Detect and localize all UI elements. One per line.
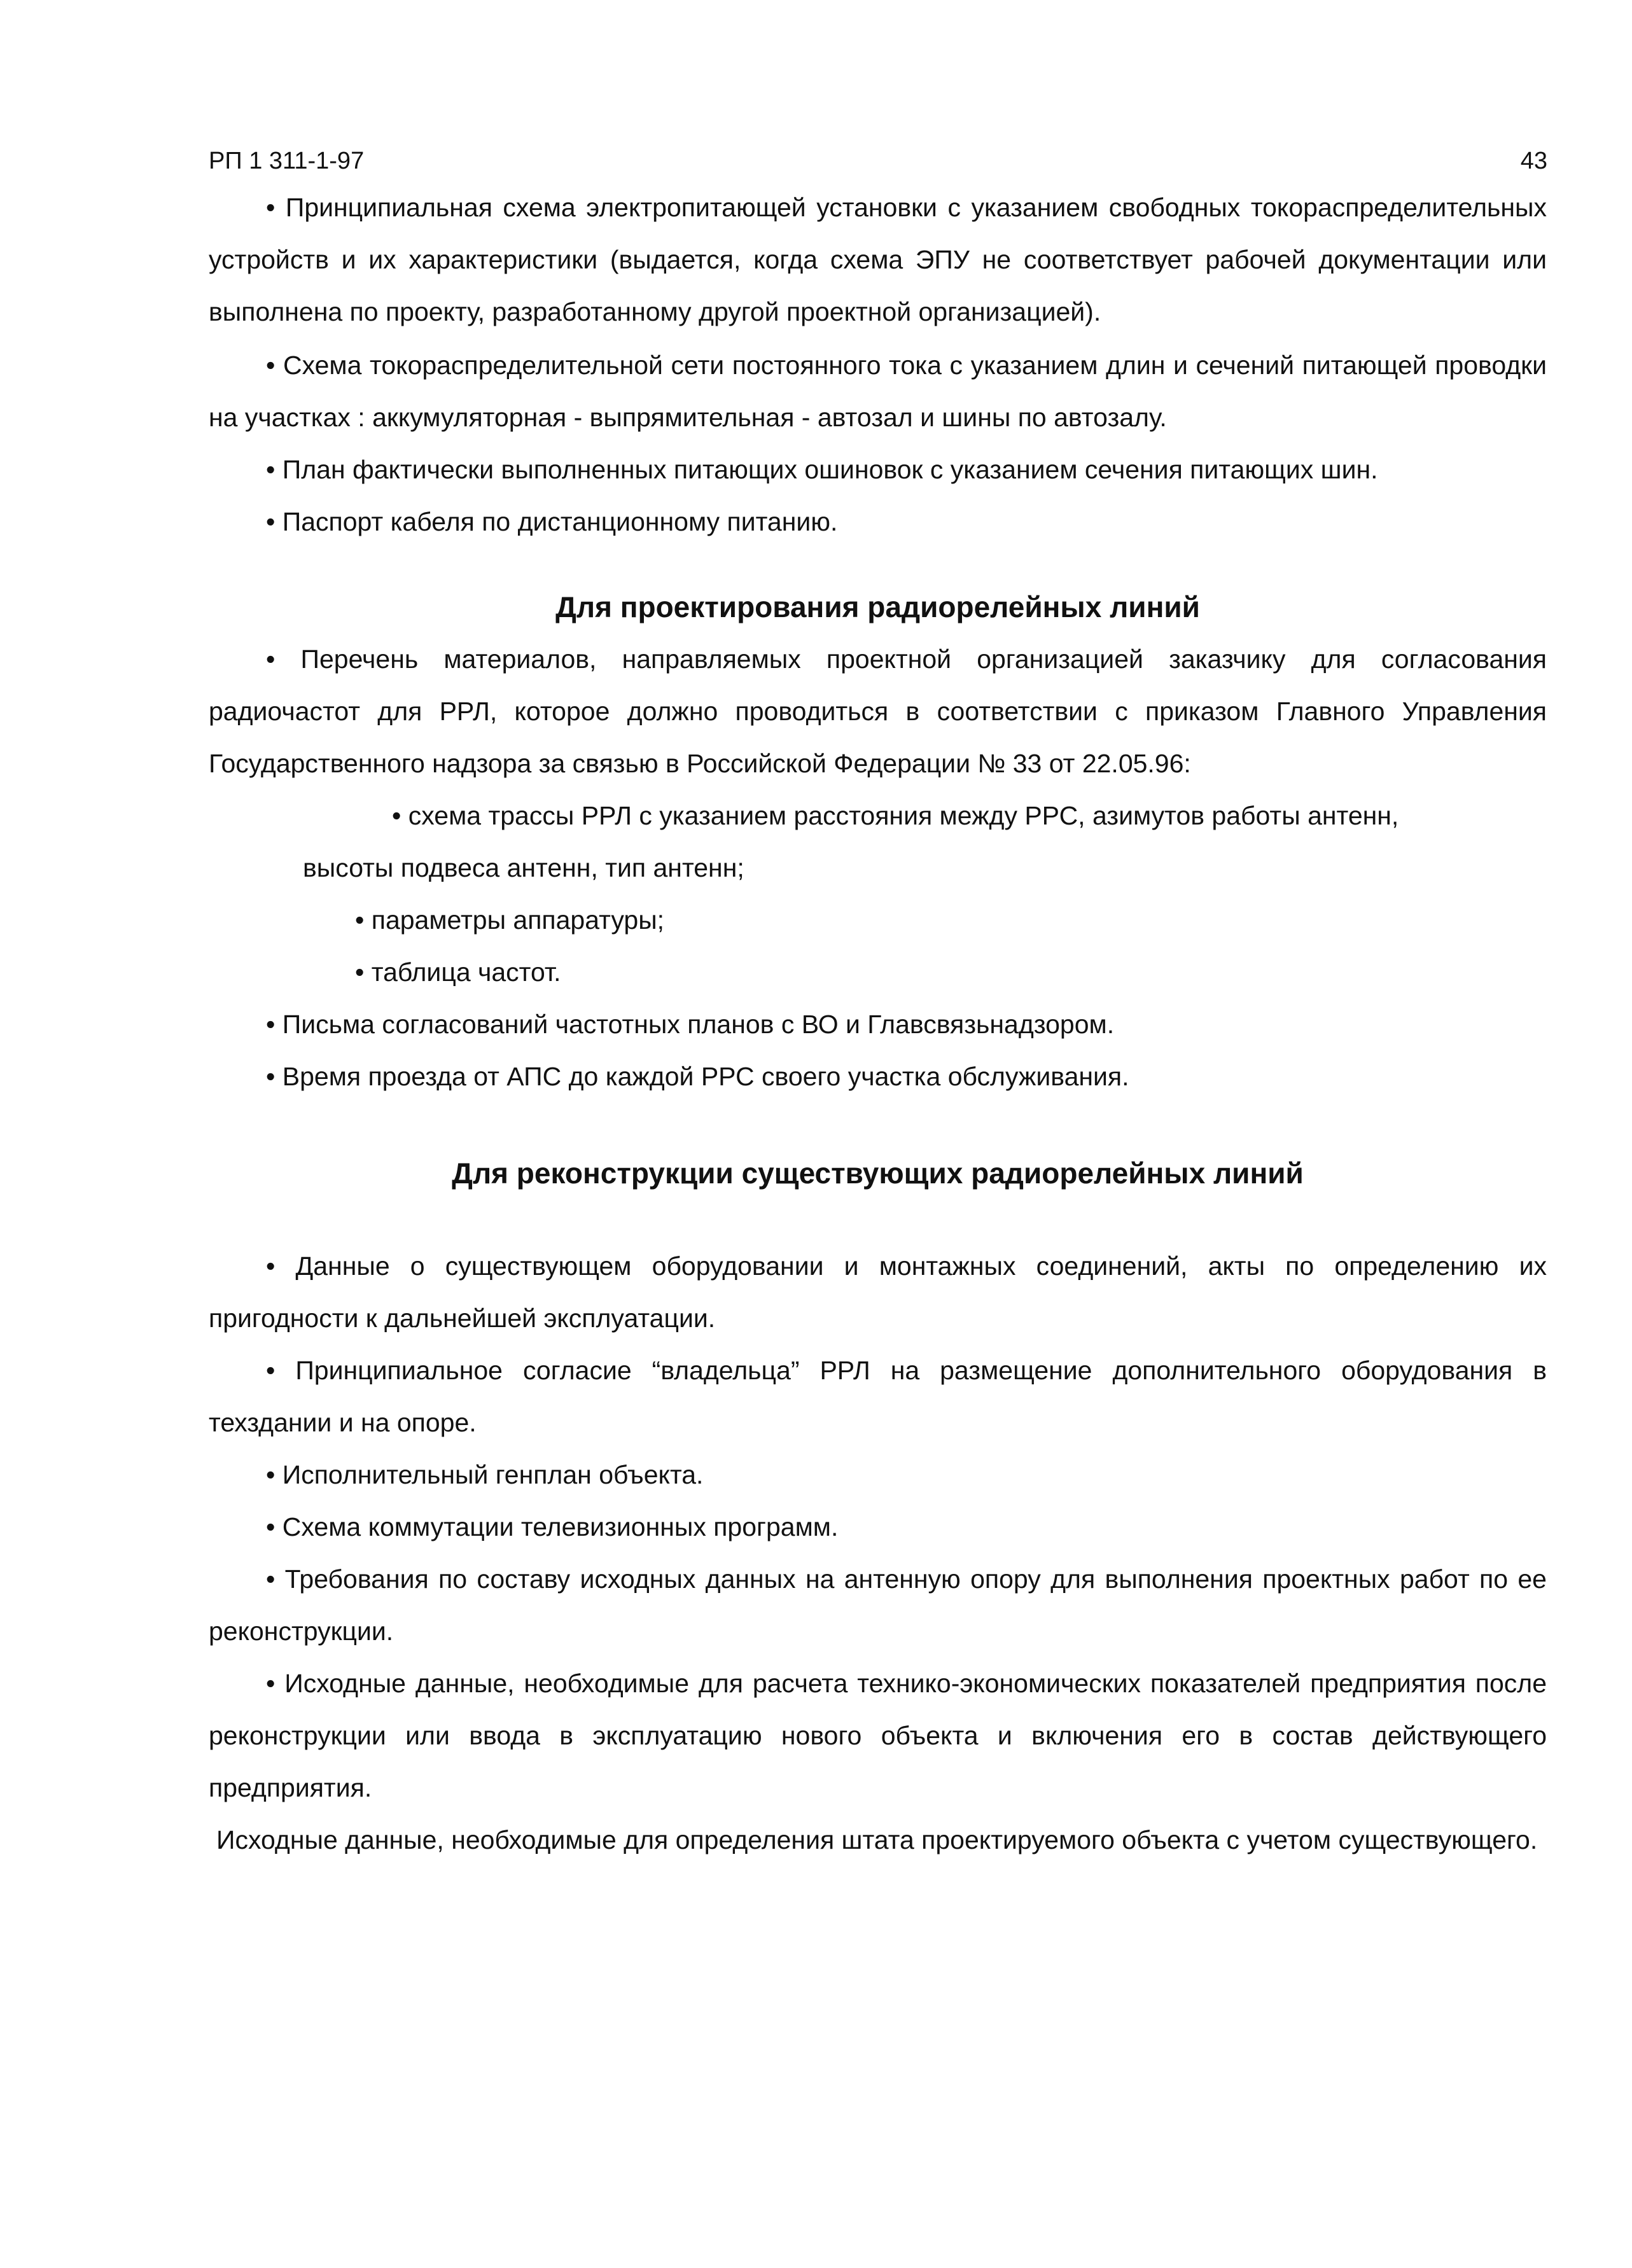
- list-item: • Схема коммутации телевизионных программ.: [266, 1512, 839, 1541]
- section-heading-rrl-design: Для проектирования радиорелейных линий: [555, 590, 1200, 623]
- list-item: • Принципиальная схема электропитающей установки с указанием свободных токораспределительных устройств и их характеристики (выдается, когда схема ЭПУ не соответствует рабочей документации или выполнена по проекту, разработанному другой проектной организацией).: [209, 193, 1547, 326]
- list-item: • Время проезда от АПС до каждой РРС своего участка обслуживания.: [266, 1062, 1129, 1091]
- list-item: • Требования по составу исходных данных на антенную опору для выполнения проектных работ по ее реконструкции.: [209, 1564, 1547, 1646]
- list-item: • Перечень материалов, направляемых проектной организацией заказчику для согласования радиочастот для РРЛ, которое должно проводиться в соответствии с приказом Главного Управления Государственного надзора за связью в Российской Федерации № 33 от 22.05.96:: [209, 644, 1547, 778]
- list-item: • Данные о существующем оборудовании и монтажных соединений, акты по определению их пригодности к дальнейшей эксплуатации.: [209, 1251, 1547, 1333]
- document-body: [209, 181, 1547, 1866]
- document-code: РП 1 311-1-97: [209, 148, 365, 174]
- list-item: • Письма согласований частотных планов с ВО и Главсвязьнадзором.: [266, 1010, 1115, 1039]
- list-item: • Исходные данные, необходимые для расчета технико-экономических показателей предприятия после реконструкции или ввода в эксплуатацию нового объекта и включения его в состав действующего предприятия.: [209, 1669, 1547, 1802]
- sub-list-item: • схема трассы РРЛ с указанием расстояния между РРС, азимутов работы антенн,: [392, 801, 1399, 830]
- page-number: 43: [1520, 148, 1547, 174]
- list-item: • Паспорт кабеля по дистанционному питанию.: [266, 507, 838, 536]
- list-item: • Принципиальное согласие “владельца” РРЛ на размещение дополнительного оборудования в техздании и на опоре.: [209, 1356, 1547, 1437]
- page-header: [209, 148, 1547, 186]
- section-heading-rrl-reconstruction: Для реконструкции существующих радиорелейных линий: [452, 1157, 1304, 1190]
- list-item: • План фактически выполненных питающих ошиновок с указанием сечения питающих шин.: [266, 455, 1378, 484]
- sub-list-item: • таблица частот.: [355, 957, 561, 987]
- sub-list-item: • параметры аппаратуры;: [355, 905, 665, 935]
- closing-paragraph: Исходные данные, необходимые для определения штата проектируемого объекта с учетом существующего.: [216, 1825, 1538, 1854]
- list-item: • Схема токораспределительной сети постоянного тока с указанием длин и сечений питающей проводки на участках : аккумуляторная - выпрямительная - автозал и шины по автозалу.: [209, 351, 1547, 432]
- list-item: • Исполнительный генплан объекта.: [266, 1460, 704, 1489]
- sub-list-item-continuation: высоты подвеса антенн, тип антенн;: [303, 853, 744, 882]
